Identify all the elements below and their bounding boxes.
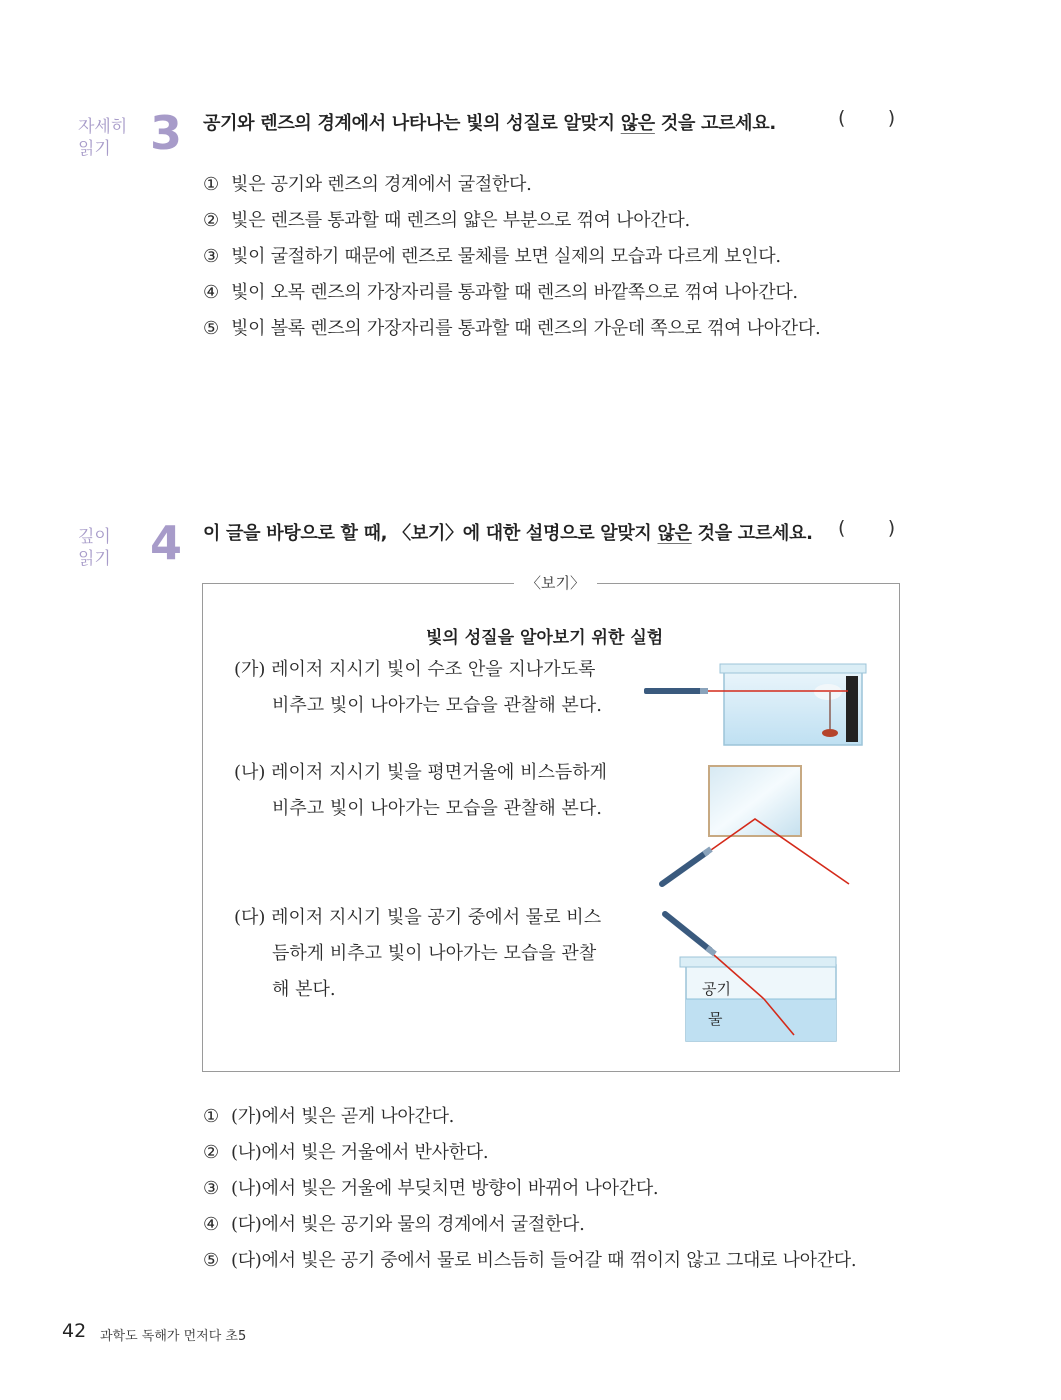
q4-option-3[interactable]: ③ (나)에서 빛은 거울에 부딪치면 방향이 바뀌어 나아간다. [203, 1178, 659, 1199]
q3-option-2[interactable]: ② 빛은 렌즈를 통과할 때 렌즈의 얇은 부분으로 꺾여 나아간다. [203, 210, 690, 231]
laser-pointer [662, 852, 707, 884]
q3-option-5[interactable]: ⑤ 빛이 볼록 렌즈의 가장자리를 통과할 때 렌즈의 가운데 쪽으로 꺾여 나아간다. [203, 318, 821, 339]
laser-pointer [665, 914, 710, 950]
q4-option-4[interactable]: ④ (다)에서 빛은 공기와 물의 경계에서 굴절한다. [203, 1214, 585, 1235]
q3-options [203, 170, 820, 350]
q3-option-1[interactable]: ① 빛은 공기와 렌즈의 경계에서 굴절한다. [203, 174, 532, 195]
q4-options [203, 1102, 856, 1282]
q3-option-4[interactable]: ④ 빛이 오목 렌즈의 가장자리를 통과할 때 렌즈의 바깥쪽으로 꺾여 나아간다. [203, 282, 798, 303]
water-tank [724, 670, 862, 745]
book-title: 과학도 독해가 먼저다 초5 [100, 1329, 247, 1344]
screen-board [846, 676, 858, 742]
q4-tag: 깊이 읽기 [78, 527, 111, 569]
laser-tip [700, 688, 708, 694]
tank-lid [680, 957, 836, 967]
incense-base [822, 729, 838, 737]
experiment-title: 빛의 성질을 알아보기 위한 실험 [426, 628, 664, 648]
experiment-na: (나) 레이저 지시기 빛을 평면거울에 비스듬하게 비추고 빛이 나아가는 모습을 관찰해 본다. [234, 762, 608, 819]
smoke [814, 684, 842, 700]
q3-option-3[interactable]: ③ 빛이 굴절하기 때문에 렌즈로 물체를 보면 실제의 모습과 다르게 보인다. [203, 246, 781, 267]
air-label: 공기 [702, 980, 731, 998]
plane-mirror [709, 766, 801, 836]
q4-option-1[interactable]: ① (가)에서 빛은 곧게 나아간다. [203, 1106, 455, 1127]
tank-lid [720, 664, 866, 673]
q4-answer-blank[interactable]: ( ) [838, 517, 896, 539]
experiment-da: (다) 레이저 지시기 빛을 공기 중에서 물로 비스 듬하게 비추고 빛이 나아가는 모습을 관찰 해 본다. [234, 907, 602, 1000]
water-label: 물 [708, 1010, 723, 1028]
q3-title: 공기와 렌즈의 경계에서 나타나는 빛의 성질로 알맞지 않은 것을 고르세요. [203, 113, 776, 134]
q3-answer-blank[interactable]: ( ) [838, 107, 896, 129]
page-number: 42 [62, 1320, 87, 1342]
q4-number: 4 [150, 516, 183, 570]
experiment-ga: (가) 레이저 지시기 빛이 수조 안을 지나가도록 비추고 빛이 나아가는 모습을 관찰해 본다. [234, 659, 602, 716]
laser-tip [704, 849, 711, 854]
laser-tip [707, 948, 715, 954]
mirror-laser-figure [655, 762, 855, 892]
example-box-label: 〈보기〉 [514, 572, 597, 593]
laser-pointer [644, 688, 708, 694]
tank-laser-figure [640, 658, 870, 750]
q3-number: 3 [150, 106, 183, 160]
q3-tag: 자세히 읽기 [78, 117, 128, 159]
q4-title: 이 글을 바탕으로 할 때, 〈보기〉에 대한 설명으로 알맞지 않은 것을 고르세요. [203, 523, 813, 544]
refraction-figure [660, 905, 845, 1045]
q4-option-2[interactable]: ② (나)에서 빛은 거울에서 반사한다. [203, 1142, 489, 1163]
q4-option-5[interactable]: ⑤ (다)에서 빛은 공기 중에서 물로 비스듬히 들어갈 때 꺾이지 않고 그대로 나아간다. [203, 1250, 857, 1271]
